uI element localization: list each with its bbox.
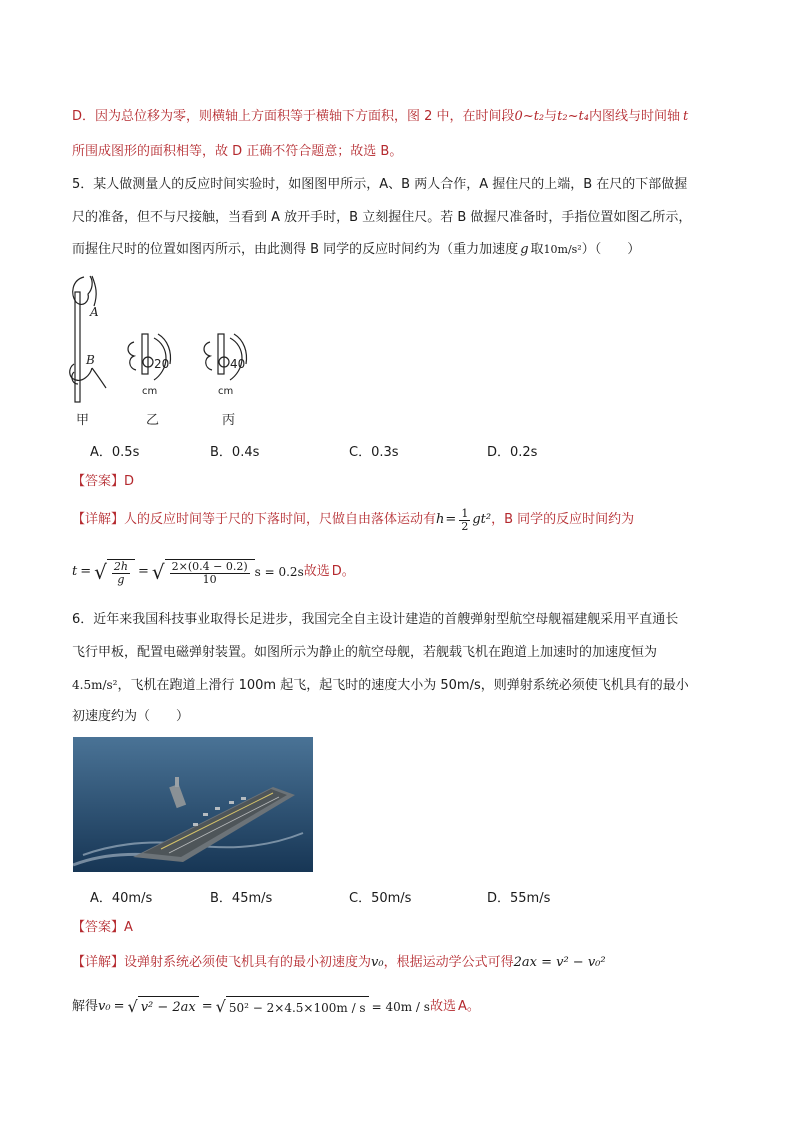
q6-answer: 【答案】A — [72, 920, 133, 935]
q5-stem-line-3: 而握住尺时的位置如图丙所示，由此测得 B 同学的反应时间约为（重力加速度 g 取10m/s²）（ ） — [72, 242, 641, 257]
mark-40: 40 — [230, 357, 246, 371]
q6-stem-line-2: 飞行甲板，配置电磁弹射装置。如图所示为静止的航空母舰，若舰载飞机在跑道上加速时的加速度恒为 — [72, 645, 658, 660]
label-a: A — [90, 305, 99, 319]
q6-option-a[interactable]: A．40m/s — [90, 891, 153, 906]
aircraft-carrier-photo — [73, 737, 313, 872]
q5-option-d[interactable]: D．0.2s — [487, 445, 538, 460]
q6-solve: 解得 v₀ = √ v² − 2ax = √ 50² − 2×4.5×100m / s = 40m / s 故选 A 。 — [72, 997, 480, 1016]
prev-d-line-2: 所围成图形的面积相等，故 D 正确不符合题意；故选 B。 — [72, 144, 403, 159]
caption-jia: 甲 — [76, 413, 90, 428]
q5-calc: t = √ $\frac{2h}{g}$ = √ $\frac{2\times(0.4 - 0.2)}{10}$ s = 0.2s 故选 D 。 — [72, 559, 355, 586]
ruler-jia — [75, 292, 80, 402]
q5-option-c[interactable]: C．0.3s — [349, 445, 399, 460]
hand-a-icon — [73, 276, 92, 304]
ruler-bing — [218, 334, 224, 374]
q6-option-b[interactable]: B．45m/s — [210, 891, 273, 906]
ruler-yi — [142, 334, 148, 374]
q6-stem-line-1: 6．近年来我国科技事业取得长足进步，我国完全自主设计建造的首艘弹射型航空母舰福建舰采用平直通长 — [72, 612, 679, 627]
mark-20: 20 — [154, 357, 170, 371]
q5-option-a[interactable]: A．0.5s — [90, 445, 140, 460]
hand-yi-icon — [128, 342, 136, 370]
caption-bing: 丙 — [222, 413, 236, 428]
q6-option-d[interactable]: D．55m/s — [487, 891, 551, 906]
unit-bing: cm — [218, 386, 234, 397]
q6-stem-line-3: 4.5m/s²，飞机在跑道上滑行 100m 起飞，起飞时的速度大小为 50m/s，则弹射系统必须使飞机具有的最小 — [72, 678, 689, 693]
hand-bing-icon — [204, 342, 212, 370]
q5-answer: 【答案】D — [72, 474, 135, 489]
prev-d-line-1: D．因为总位移为零，则横轴上方面积等于横轴下方面积，图 2 中，在时间段0~t₂与t₂~t₄内图线与时间轴 t — [72, 109, 689, 124]
label-b: B — [86, 353, 95, 367]
q6-detail: 【详解】设弹射系统必须使飞机具有的最小初速度为v₀，根据运动学公式可得2ax = v² − v₀² — [72, 955, 606, 970]
q6-option-c[interactable]: C．50m/s — [349, 891, 412, 906]
q5-option-b[interactable]: B．0.4s — [210, 445, 260, 460]
q5-stem-line-1: 5．某人做测量人的反应时间实验时，如图图甲所示，A、B 两人合作，A 握住尺的上端，B 在尺的下部做握 — [72, 177, 688, 192]
unit-yi: cm — [142, 386, 158, 397]
q6-stem-line-4: 初速度约为（ ） — [72, 709, 190, 724]
caption-yi: 乙 — [146, 413, 160, 428]
q5-figure — [62, 272, 282, 432]
q5-stem-line-2: 尺的准备，但不与尺接触，当看到 A 放开手时，B 立刻握住尺。若 B 做握尺准备时，手指位置如图乙所示， — [72, 210, 692, 225]
q5-detail: 【详解】 人的反应时间等于尺的下落时间，尺做自由落体运动有 h = $\frac{1}{2}$ gt² ，B 同学的反应时间约为 — [72, 506, 635, 533]
